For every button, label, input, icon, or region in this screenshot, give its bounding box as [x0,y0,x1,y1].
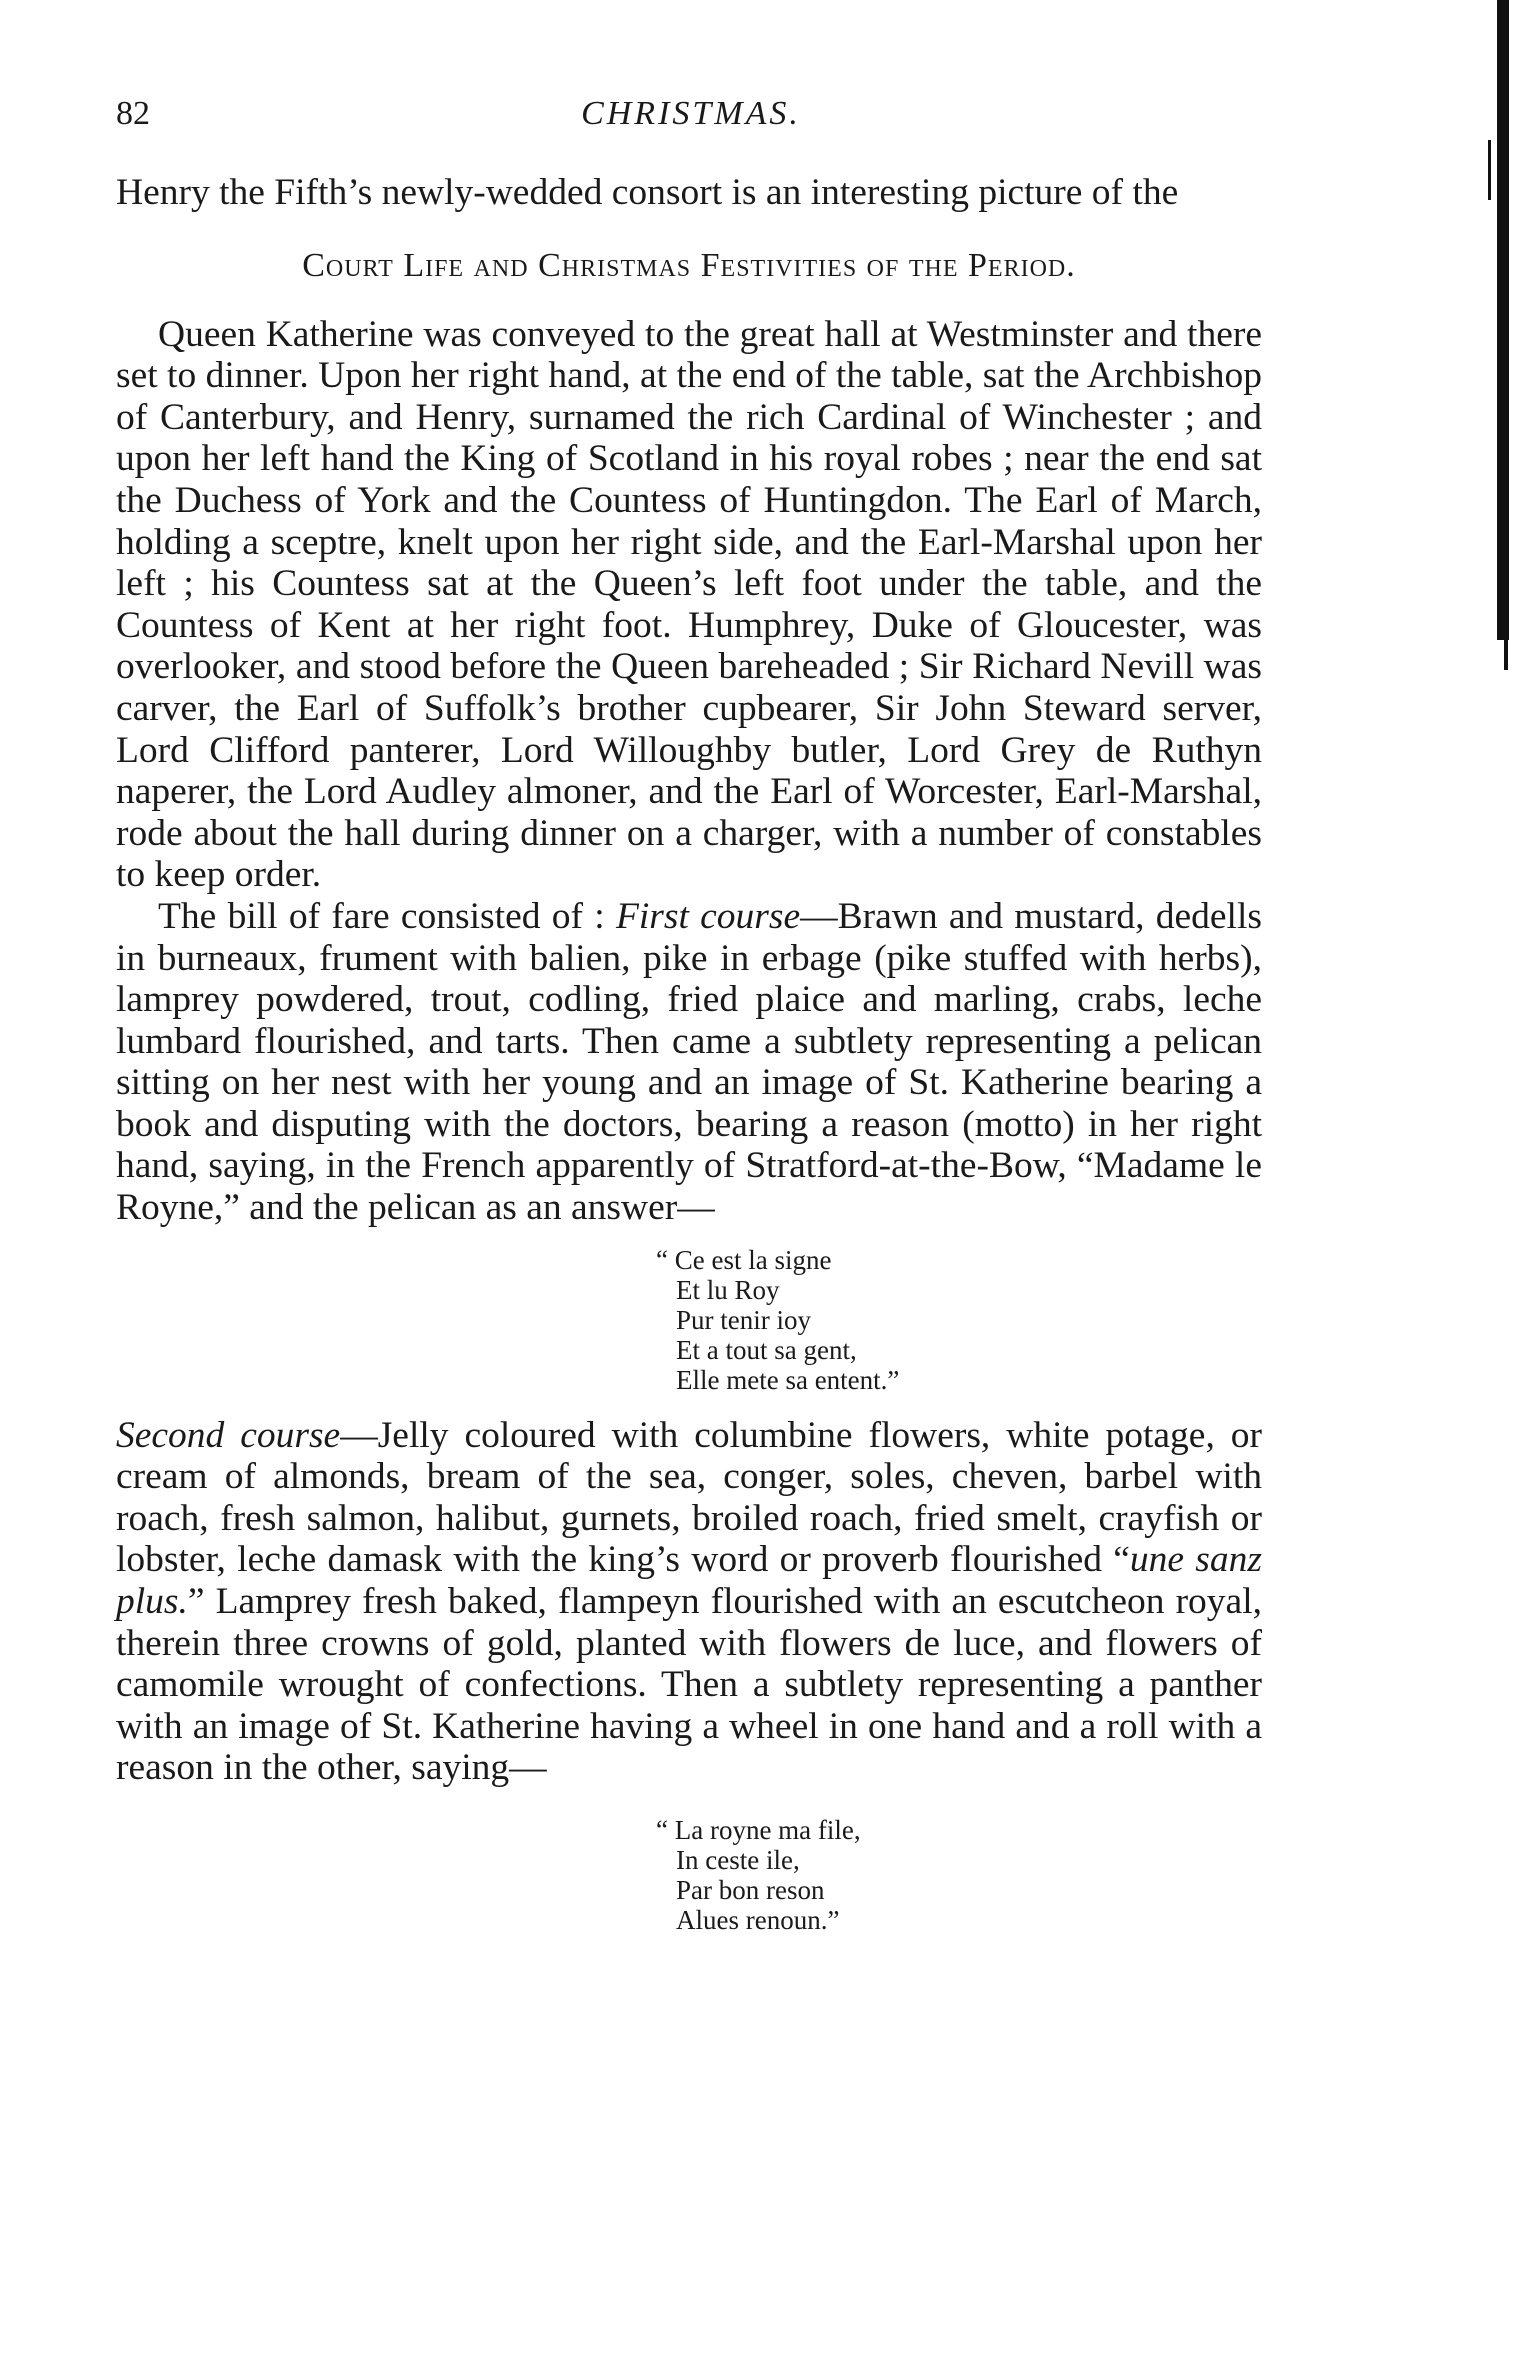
scan-edge-mark [1488,140,1491,200]
running-title: CHRISTMAS. [581,95,801,132]
king-motto: une sanz plus. [116,1539,1262,1623]
verse-pelican [656,1245,1262,1395]
paragraph-first-course [116,896,1262,1229]
verse-line: Et a tout sa gent, [676,1334,857,1365]
body-text [116,172,1262,1935]
paragraph-feast-seating: Queen Katherine was conveyed to the great hall at Westminster and there set to dinner. Upon her right hand, at the end of the table, sat the Archbishop of Canterbury, and Henry, surnamed the rich Cardinal of Winchester ; and upon her left hand the King of Scotland in his royal robes ; near the end sat the Duchess of York and the Countess of Huntingdon. The Earl of March, holding a sceptre, knelt upon her right side, and the Earl-Marshal upon her left ; his Countess sat at the Queen’s left foot under the table, and the Countess of Kent at her right foot. Humphrey, Duke of Gloucester, was overlooker, and stood before the Queen bareheaded ; Sir Richard Nevill was carver, the Earl of Suffolk’s brother cupbearer, Sir John Steward server, Lord Clifford panterer, Lord Willoughby butler, Lord Grey de Ruthyn naperer, the Lord Audley almoner, and the Earl of Worcester, Earl-Marshal, rode about the hall during dinner on a charger, with a number of constables to keep order. [116,313,1262,896]
verse-line: Alues renoun.” [676,1905,840,1935]
verse-line: “ Ce est la signe [656,1244,832,1275]
bill-of-fare-lead: The bill of fare consisted of : [158,895,616,937]
page-header [116,92,1266,136]
first-course-label: First course [615,895,801,937]
scan-edge-mark [1497,0,1509,640]
verse-line: Elle mete sa entent.” [676,1364,900,1395]
paragraph-second-course [116,1415,1262,1789]
verse-line: Par bon reson [676,1875,825,1905]
intro-paragraph: Henry the Fifth’s newly-wedded consort is an interesting picture of the [116,172,1179,213]
second-course-text-continued: ” Lamprey fresh baked, flampeyn flourished with an escutcheon royal, therein three crowns of gold, planted with flowers de luce, and flowers of camomile wrought of confections. Then a subtlety representing a panther with an image of St. Katherine having a wheel in one hand and a roll with a reason in the other, saying— [116,1581,1262,1789]
verse-line: “ La royne ma file, [656,1815,861,1845]
scan-edge-mark [1504,640,1508,670]
verse-line: Et lu Roy [676,1274,780,1305]
page-number: 82 [116,95,150,132]
second-course-label: Second course [116,1414,341,1456]
verse-line: Pur tenir ioy [676,1304,811,1335]
verse-panther [656,1815,1262,1935]
second-course-text: —Jelly coloured with columbine flowers, white potage, or cream of almonds, bream of the sea, conger, soles, cheven, barbel with roach, fresh salmon, halibut, gurnets, broiled roach, fried smelt, crayfish or lobster, leche damask with the king’s word or proverb flourished “ [116,1414,1262,1581]
verse-line: In ceste ile, [676,1845,800,1875]
section-heading: Court Life and Christmas Festivities of the Period. [302,246,1076,284]
first-course-text: —Brawn and mustard, dedells in burneaux, frument with balien, pike in erbage (pike stuffed with herbs), lamprey powdered, trout, codling, fried plaice and marling, crabs, leche lumbard flourished, and tarts. Then came a subtlety representing a pelican sitting on her nest with her young and an image of St. Katherine bearing a book and disputing with the doctors, bearing a reason (motto) in her right hand, saying, in the French apparently of Stratford-at-the-Bow, “Madame le Royne,” and the pelican as an answer— [116,895,1262,1229]
